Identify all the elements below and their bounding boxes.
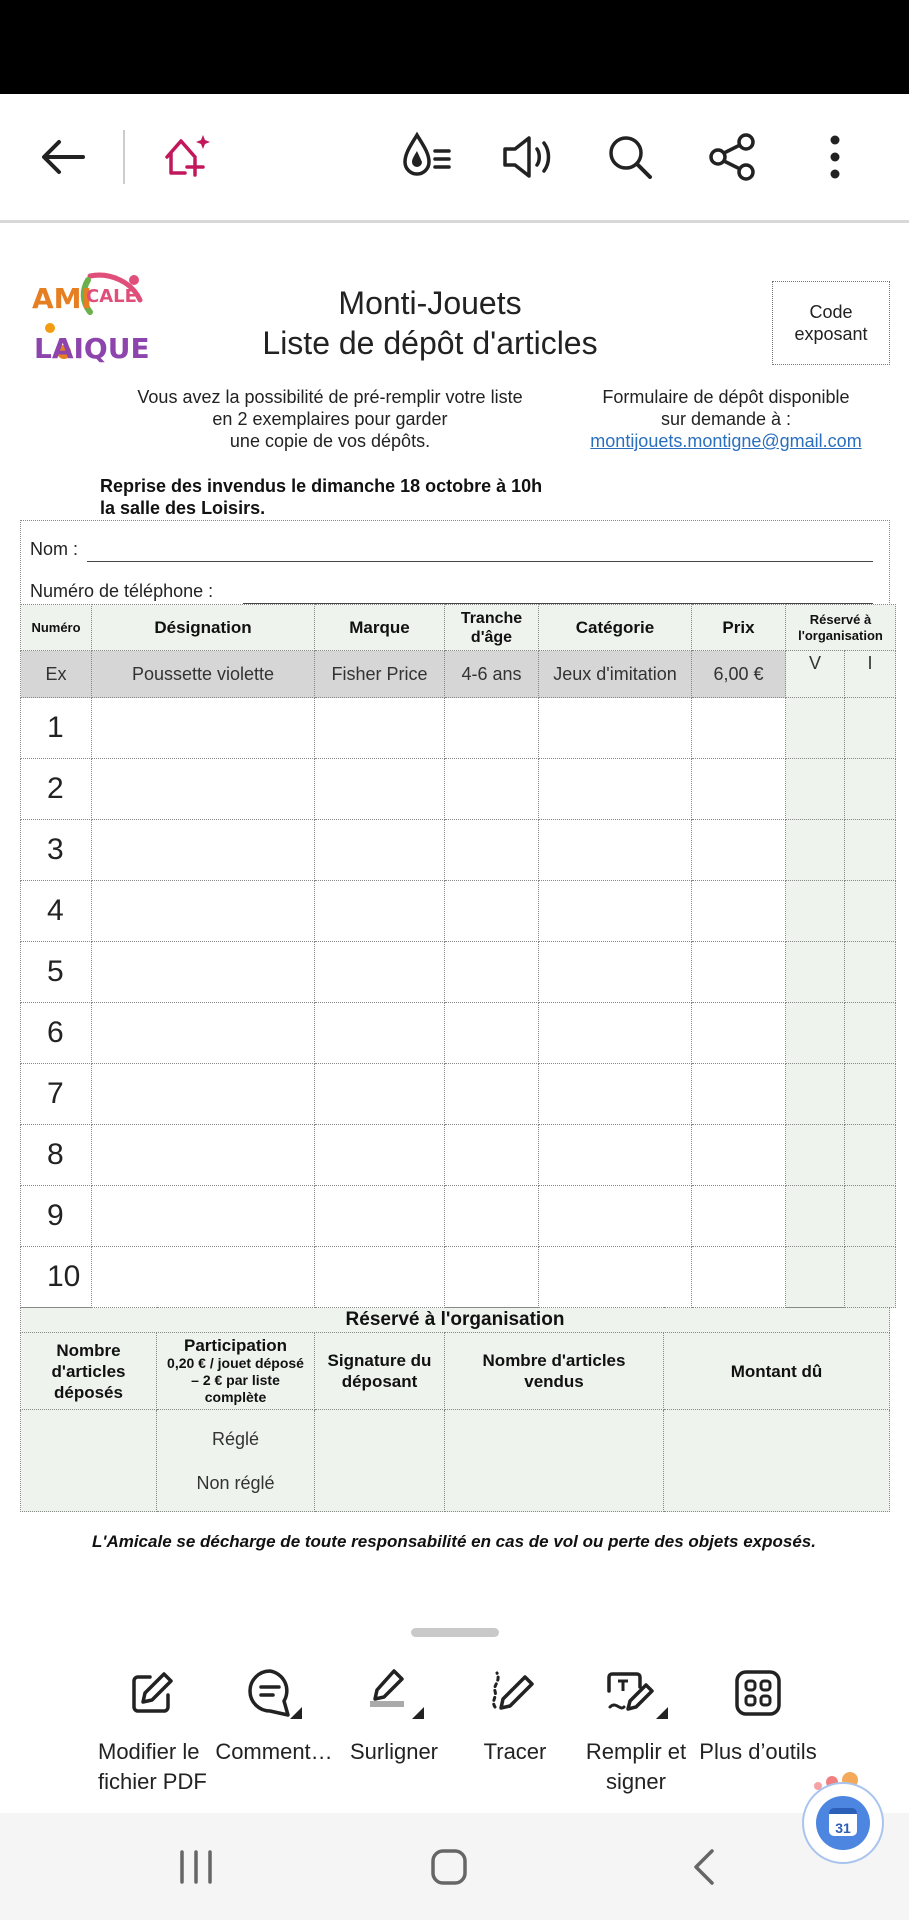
org-cell-participation[interactable] <box>157 1410 315 1512</box>
cell-designation[interactable] <box>92 1125 315 1186</box>
col-categorie: Catégorie <box>539 605 692 651</box>
disclaimer: L'Amicale se décharge de toute responsabilité en cas de vol ou perte des objets exposés. <box>92 1532 816 1551</box>
cell-i[interactable] <box>845 698 896 759</box>
col-numero: Numéro <box>21 605 92 651</box>
cell-prix[interactable] <box>692 1064 786 1125</box>
example-row <box>21 651 896 698</box>
tool-surligner[interactable] <box>324 1663 464 1767</box>
logo-text-mid: CALE <box>86 286 137 307</box>
org-participation-sub: 0,20 € / jouet déposé – 2 € par liste complète <box>167 1354 304 1405</box>
cell-designation[interactable] <box>92 820 315 881</box>
cell-v[interactable] <box>786 881 845 942</box>
org-cell-nombre[interactable] <box>21 1410 157 1512</box>
cell-i[interactable] <box>845 820 896 881</box>
cell-i[interactable] <box>845 759 896 820</box>
org-cell-vendus[interactable] <box>445 1410 664 1512</box>
cell-designation[interactable] <box>92 698 315 759</box>
ai-sparkle-icon[interactable] <box>152 122 222 192</box>
more-icon[interactable] <box>800 122 870 192</box>
table-row <box>21 1003 896 1064</box>
tool-label: Comment… <box>215 1739 333 1764</box>
org-regle: Réglé <box>211 1428 260 1449</box>
cell-prix[interactable] <box>692 820 786 881</box>
cell-marque[interactable] <box>315 698 445 759</box>
cell-tranche[interactable] <box>445 1003 539 1064</box>
logo-text-top: AMI <box>32 282 92 315</box>
cell-numero: 8 <box>21 1125 92 1186</box>
col-reserve: Réservé à l'organisation <box>786 605 896 651</box>
edit-pdf-icon <box>82 1663 222 1723</box>
cell-tranche[interactable] <box>445 1186 539 1247</box>
tool-modifier-pdf[interactable] <box>82 1663 222 1797</box>
cell-designation[interactable] <box>92 942 315 1003</box>
ex-i: I <box>845 651 896 698</box>
org-cell-signature[interactable] <box>315 1410 445 1512</box>
cell-numero: 9 <box>21 1186 92 1247</box>
cell-categorie[interactable] <box>539 1003 692 1064</box>
tool-label: Remplir et signer <box>585 1739 687 1794</box>
ex-prix: 6,00 € <box>692 651 786 698</box>
cell-prix[interactable] <box>692 1125 786 1186</box>
info-left-line-2: en 2 exemplaires pour garder <box>212 409 448 429</box>
info-left-line-1: Vous avez la possibilité de pré-remplir votre liste <box>137 387 523 407</box>
cell-v[interactable] <box>786 1186 845 1247</box>
cell-numero: 6 <box>21 1003 92 1064</box>
cell-designation[interactable] <box>92 881 315 942</box>
system-nav-bar <box>0 1813 909 1920</box>
cell-tranche[interactable] <box>445 820 539 881</box>
liquid-mode-icon[interactable] <box>390 122 460 192</box>
organisation-table <box>20 1307 890 1512</box>
cell-i[interactable] <box>845 1186 896 1247</box>
info-right <box>566 386 886 452</box>
ex-designation: Poussette violette <box>92 651 315 698</box>
logo-text-bottom: LAIQUE <box>34 332 150 365</box>
cell-prix[interactable] <box>692 698 786 759</box>
reprise-line-2: la salle des Loisirs. <box>100 498 266 518</box>
tool-label: Modifier le fichier PDF <box>98 1739 207 1794</box>
table-row <box>21 1064 896 1125</box>
table-row <box>21 1247 896 1308</box>
cell-v[interactable] <box>786 1125 845 1186</box>
tool-label: Plus d’outils <box>699 1739 817 1764</box>
org-col-participation <box>157 1333 315 1410</box>
page-title <box>200 283 660 363</box>
share-icon[interactable] <box>698 122 768 192</box>
cell-designation[interactable] <box>92 1003 315 1064</box>
cell-i[interactable] <box>845 1064 896 1125</box>
cell-v[interactable] <box>786 1064 845 1125</box>
cell-tranche[interactable] <box>445 698 539 759</box>
cell-i[interactable] <box>845 1003 896 1064</box>
tel-label: Numéro de téléphone : <box>30 581 214 601</box>
arrow-left-icon[interactable] <box>28 122 98 192</box>
cell-v[interactable] <box>786 820 845 881</box>
cell-categorie[interactable] <box>539 698 692 759</box>
cell-numero: 2 <box>21 759 92 820</box>
cell-i[interactable] <box>845 881 896 942</box>
org-participation-title: Participation <box>184 1335 287 1355</box>
ex-numero: Ex <box>21 651 92 698</box>
recent-apps-icon[interactable] <box>176 1849 216 1890</box>
cell-tranche[interactable] <box>445 759 539 820</box>
draw-icon <box>445 1663 585 1723</box>
cell-prix[interactable] <box>692 942 786 1003</box>
cell-prix[interactable] <box>692 759 786 820</box>
cell-categorie[interactable] <box>539 759 692 820</box>
title-line-1: Monti-Jouets <box>338 285 522 321</box>
fill-sign-icon <box>566 1663 706 1723</box>
cell-numero: 5 <box>21 942 92 1003</box>
tool-label: Tracer <box>483 1739 547 1764</box>
cell-categorie[interactable] <box>539 820 692 881</box>
cell-marque[interactable] <box>315 1247 445 1308</box>
cell-tranche[interactable] <box>445 1125 539 1186</box>
cell-designation[interactable] <box>92 1247 315 1308</box>
cell-numero: 3 <box>21 820 92 881</box>
table-row <box>21 759 896 820</box>
table-row <box>21 820 896 881</box>
cell-v[interactable] <box>786 1247 845 1308</box>
ex-marque: Fisher Price <box>315 651 445 698</box>
cell-v[interactable] <box>786 698 845 759</box>
email-link[interactable]: montijouets.montigne@gmail.com <box>590 431 862 451</box>
cell-prix[interactable] <box>692 1003 786 1064</box>
code-exposant-label: Code exposant <box>794 302 868 344</box>
tool-remplir-signer[interactable] <box>566 1663 706 1797</box>
cell-prix[interactable] <box>692 1247 786 1308</box>
cell-marque[interactable] <box>315 1003 445 1064</box>
col-designation: Désignation <box>92 605 315 651</box>
col-prix: Prix <box>692 605 786 651</box>
cell-tranche[interactable] <box>445 1064 539 1125</box>
tools-panel <box>0 1613 909 1813</box>
top-toolbar <box>0 94 909 223</box>
calendar-day: 31 <box>835 1820 851 1836</box>
org-col-nombre: Nombre d'articles déposés <box>21 1333 157 1410</box>
panel-drag-handle[interactable] <box>411 1628 499 1637</box>
ex-categorie: Jeux d'imitation <box>539 651 692 698</box>
identity-box <box>20 520 890 605</box>
cell-marque[interactable] <box>315 1064 445 1125</box>
cell-categorie[interactable] <box>539 1186 692 1247</box>
cell-categorie[interactable] <box>539 881 692 942</box>
ex-tranche: 4-6 ans <box>445 651 539 698</box>
table-row <box>21 881 896 942</box>
org-non-regle: Non réglé <box>196 1472 275 1493</box>
cell-marque[interactable] <box>315 942 445 1003</box>
ex-v: V <box>786 651 845 698</box>
tool-comment[interactable] <box>204 1663 344 1767</box>
org-title: Réservé à l'organisation <box>21 1308 890 1333</box>
status-bar <box>0 0 909 94</box>
title-line-2: Liste de dépôt d'articles <box>262 325 598 361</box>
search-icon[interactable] <box>595 122 665 192</box>
tool-tracer[interactable] <box>445 1663 585 1767</box>
toolbar-separator <box>123 130 125 184</box>
cell-numero: 10 <box>21 1247 92 1308</box>
cell-numero: 7 <box>21 1064 92 1125</box>
reprise-line-1: Reprise des invendus le dimanche 18 octobre à 10h <box>100 476 543 496</box>
org-col-vendus: Nombre d'articles vendus <box>445 1333 664 1410</box>
table-row <box>21 1186 896 1247</box>
org-cell-montant[interactable] <box>664 1410 890 1512</box>
back-nav-icon[interactable] <box>690 1847 720 1892</box>
cell-prix[interactable] <box>692 881 786 942</box>
cell-marque[interactable] <box>315 881 445 942</box>
info-left <box>110 386 550 452</box>
cell-i[interactable] <box>845 1247 896 1308</box>
cell-marque[interactable] <box>315 1125 445 1186</box>
table-row <box>21 942 896 1003</box>
cell-v[interactable] <box>786 1003 845 1064</box>
cell-tranche[interactable] <box>445 881 539 942</box>
code-exposant-box[interactable] <box>772 281 890 365</box>
info-right-line-2: sur demande à : <box>660 409 792 429</box>
cell-i[interactable] <box>845 1125 896 1186</box>
cell-categorie[interactable] <box>539 942 692 1003</box>
amicale-logo <box>30 268 150 373</box>
nom-label: Nom : <box>30 539 79 559</box>
cell-designation[interactable] <box>92 1064 315 1125</box>
org-col-montant: Montant dû <box>664 1333 890 1410</box>
cell-marque[interactable] <box>315 820 445 881</box>
col-marque: Marque <box>315 605 445 651</box>
cell-categorie[interactable] <box>539 1064 692 1125</box>
info-left-line-3: une copie de vos dépôts. <box>229 431 431 451</box>
home-icon[interactable] <box>429 1847 469 1892</box>
more-tools-icon <box>688 1663 828 1723</box>
col-tranche: Tranche d'âge <box>445 605 539 651</box>
table-row <box>21 698 896 759</box>
nom-field[interactable] <box>87 561 873 562</box>
cell-numero: 4 <box>21 881 92 942</box>
info-right-line-1: Formulaire de dépôt disponible <box>602 387 850 407</box>
cell-prix[interactable] <box>692 1186 786 1247</box>
table-row <box>21 1125 896 1186</box>
cell-i[interactable] <box>845 942 896 1003</box>
cell-numero: 1 <box>21 698 92 759</box>
cell-categorie[interactable] <box>539 1247 692 1308</box>
calendar-icon <box>816 1796 870 1850</box>
cell-designation[interactable] <box>92 1186 315 1247</box>
cell-v[interactable] <box>786 942 845 1003</box>
read-aloud-icon[interactable] <box>492 122 562 192</box>
cell-v[interactable] <box>786 759 845 820</box>
comment-icon <box>204 1663 344 1723</box>
items-table <box>20 604 896 1308</box>
calendar-fab[interactable] <box>802 1782 884 1864</box>
highlight-icon <box>324 1663 464 1723</box>
tool-label: Surligner <box>349 1739 439 1764</box>
reprise-notice <box>100 475 620 519</box>
cell-designation[interactable] <box>92 759 315 820</box>
cell-categorie[interactable] <box>539 1125 692 1186</box>
cell-tranche[interactable] <box>445 1247 539 1308</box>
cell-tranche[interactable] <box>445 942 539 1003</box>
cell-marque[interactable] <box>315 1186 445 1247</box>
cell-marque[interactable] <box>315 759 445 820</box>
tool-plus-outils[interactable] <box>688 1663 828 1767</box>
org-col-signature: Signature du déposant <box>315 1333 445 1410</box>
